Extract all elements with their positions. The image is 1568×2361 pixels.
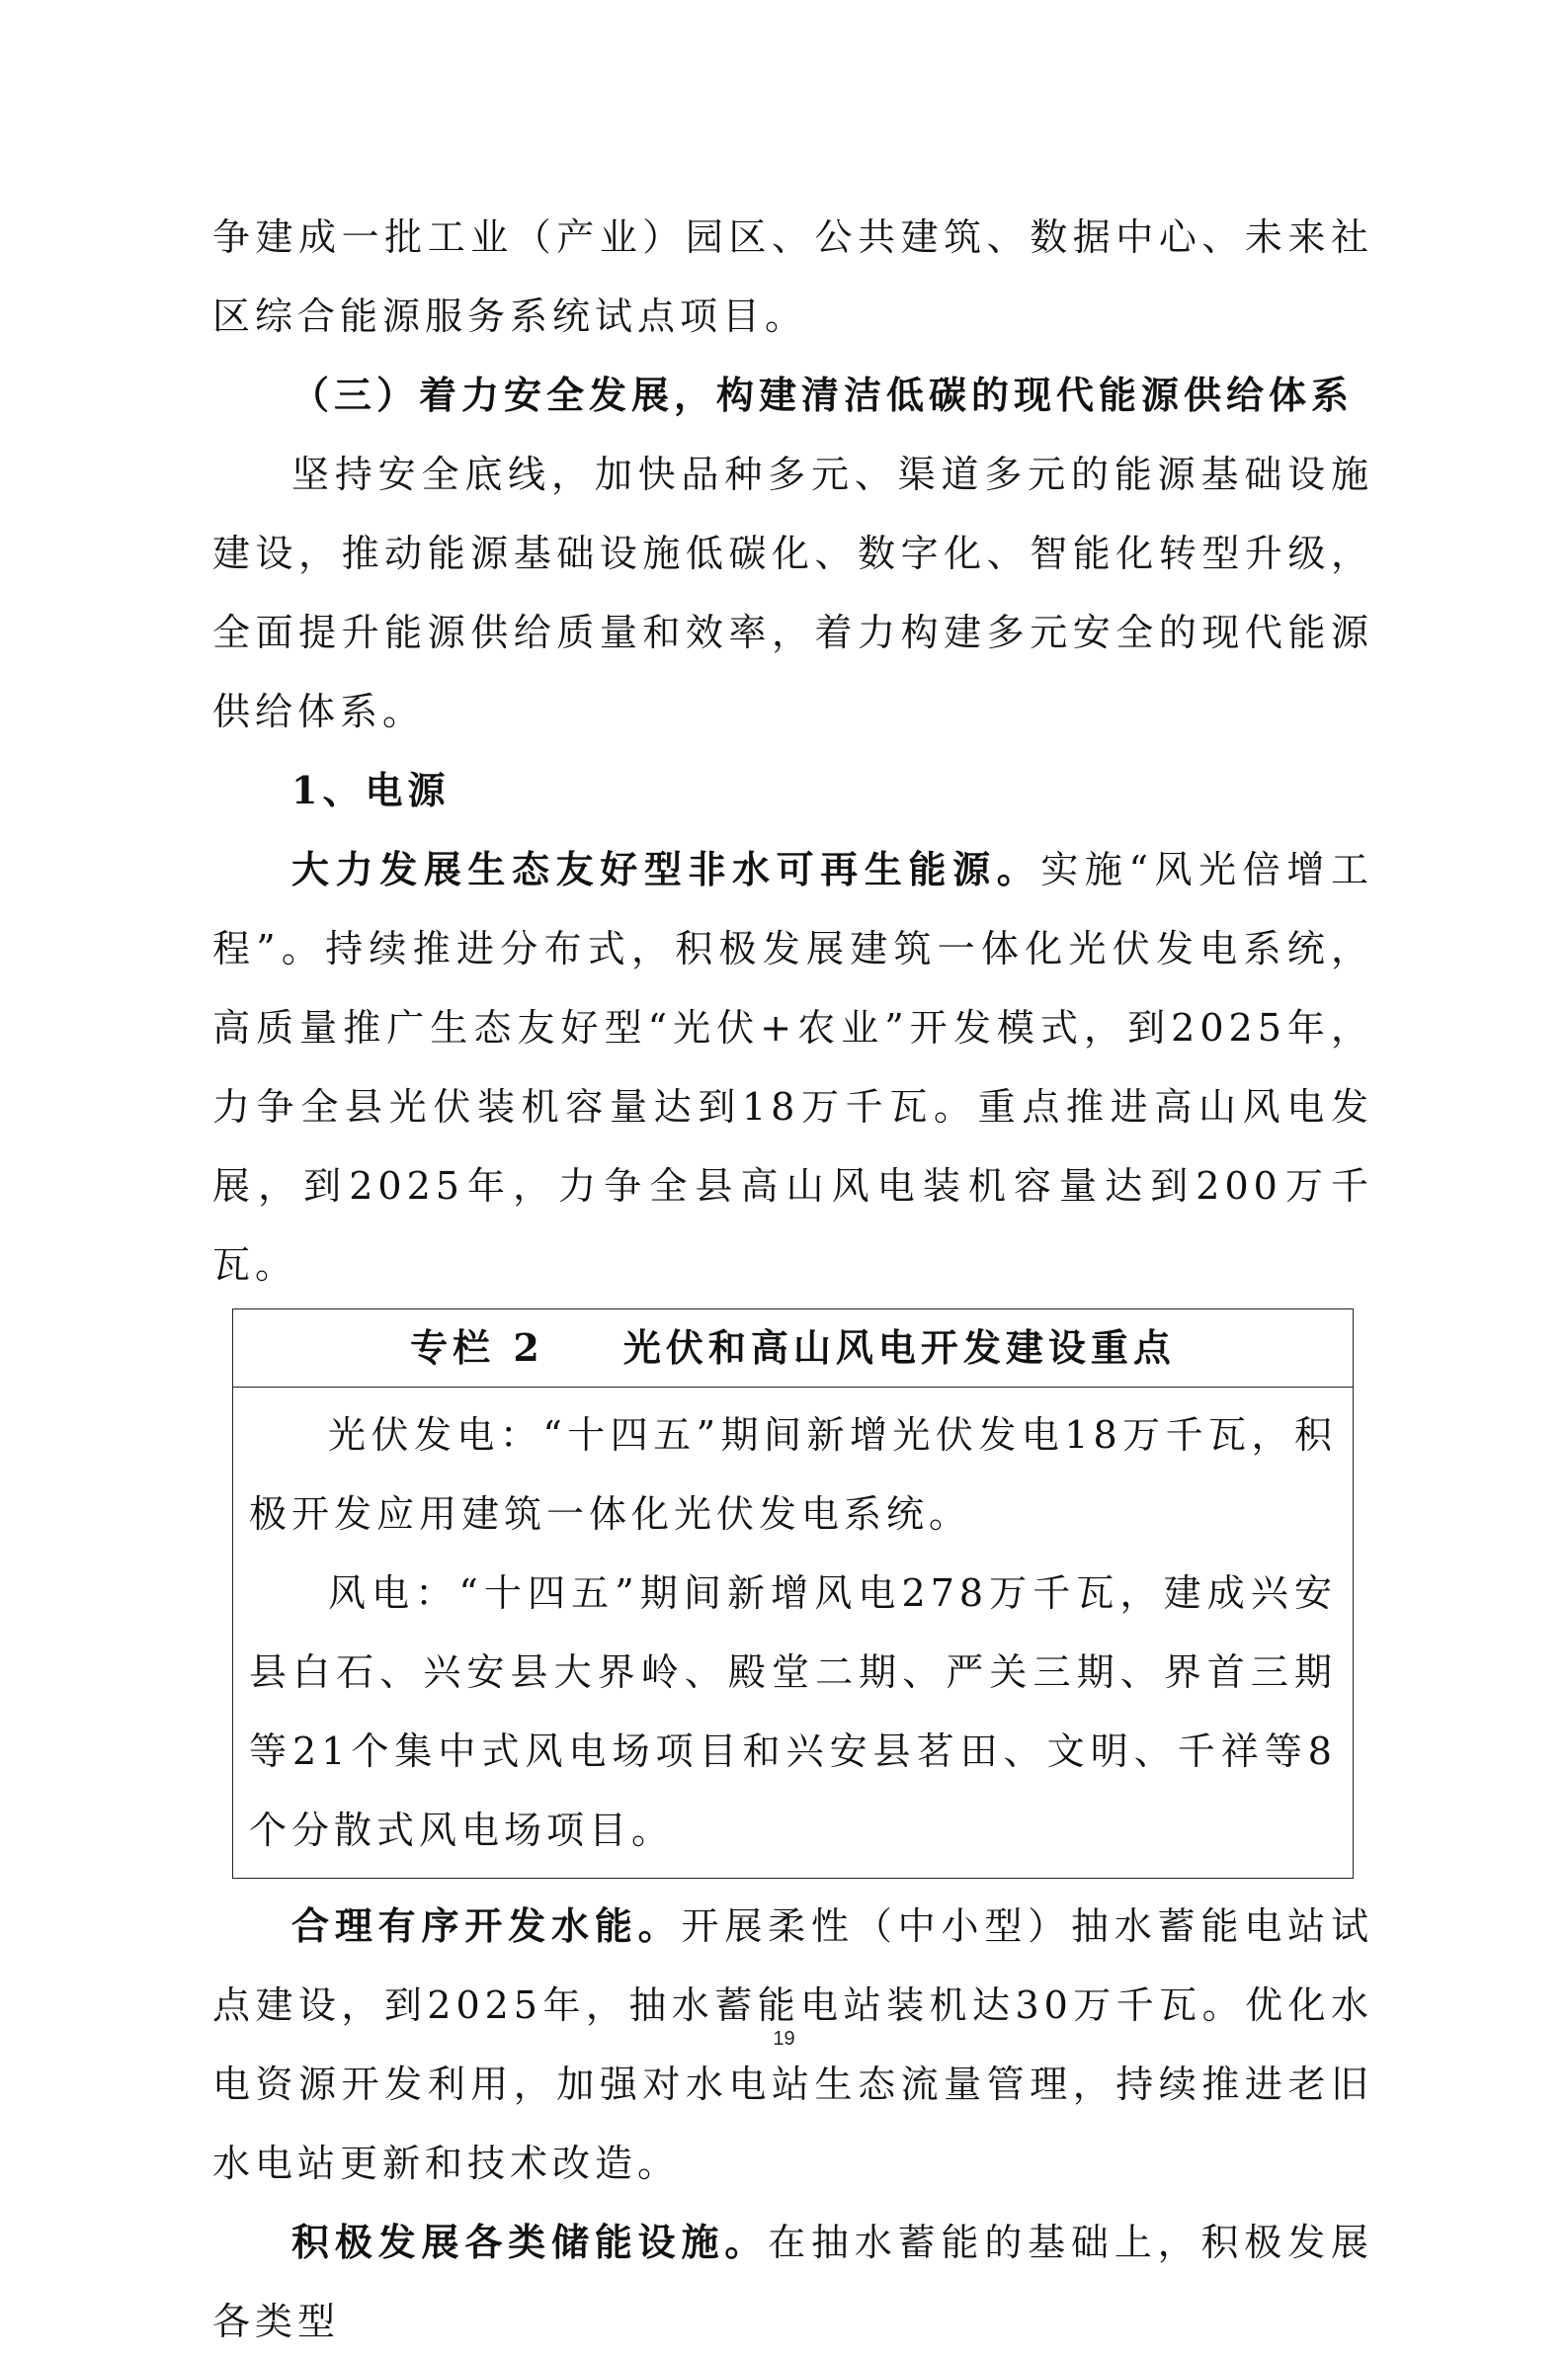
storage-text: 在抽水蓄能的基础上，积极发展各类型 [212,2221,1373,2343]
hydro-lead: 合理有序开发水能。 [291,1903,682,1948]
section-3-heading: （三）着力安全发展，构建清洁低碳的现代能源供给体系 [291,373,1355,417]
feature-box-label: 专栏 2 [410,1325,544,1370]
storage-paragraph [212,2203,1373,2361]
wind-paragraph: 风电：“十四五”期间新增风电278万千瓦，建成兴安县白石、兴安县大界岭、殿堂二期、严关三期、界首三期等21个集中式风电场项目和兴安县茗田、文明、千祥等8个分散式风电场项目。 [249,1571,1337,1852]
pv-paragraph: 光伏发电：“十四五”期间新增光伏发电18万千瓦，积极开发应用建筑一体化光伏发电系统。 [249,1413,1337,1536]
feature-box-body [233,1388,1353,1878]
continuation-paragraph: 争建成一批工业（产业）园区、公共建筑、数据中心、未来社区综合能源服务系统试点项目。 [212,215,1373,338]
renewable-text: 实施“风光倍增工程”。持续推进分布式，积极发展建筑一体化光伏发电系统，高质量推广生态友好型“光伏+农业”开发模式，到2025年，力争全县光伏装机容量达到18万千瓦。重点推进高山风电发展，到2025年，力争全县高山风电装机容量达到200万千瓦。 [212,848,1373,1287]
renewable-paragraph [212,830,1373,1305]
renewable-lead: 大力发展生态友好型非水可再生能源。 [291,847,1041,891]
subsection-1-heading: 1、电源 [291,768,451,812]
feature-box-header [233,1309,1353,1388]
storage-lead: 积极发展各类储能设施。 [291,2220,769,2264]
feature-box [232,1308,1354,1879]
hydro-text: 开展柔性（中小型）抽水蓄能电站试点建设，到2025年，抽水蓄能电站装机达30万千瓦。优化水电资源开发利用，加强对水电站生态流量管理，持续推进老旧水电站更新和技术改造。 [212,1904,1373,2185]
section-3-paragraph: 坚持安全底线，加快品种多元、渠道多元的能源基础设施建设，推动能源基础设施低碳化、数字化、智能化转型升级，全面提升能源供给质量和效率，着力构建多元安全的现代能源供给体系。 [212,453,1373,733]
feature-box-title: 光伏和高山风电开发建设重点 [622,1325,1176,1370]
page-number: 19 [773,2028,795,2050]
